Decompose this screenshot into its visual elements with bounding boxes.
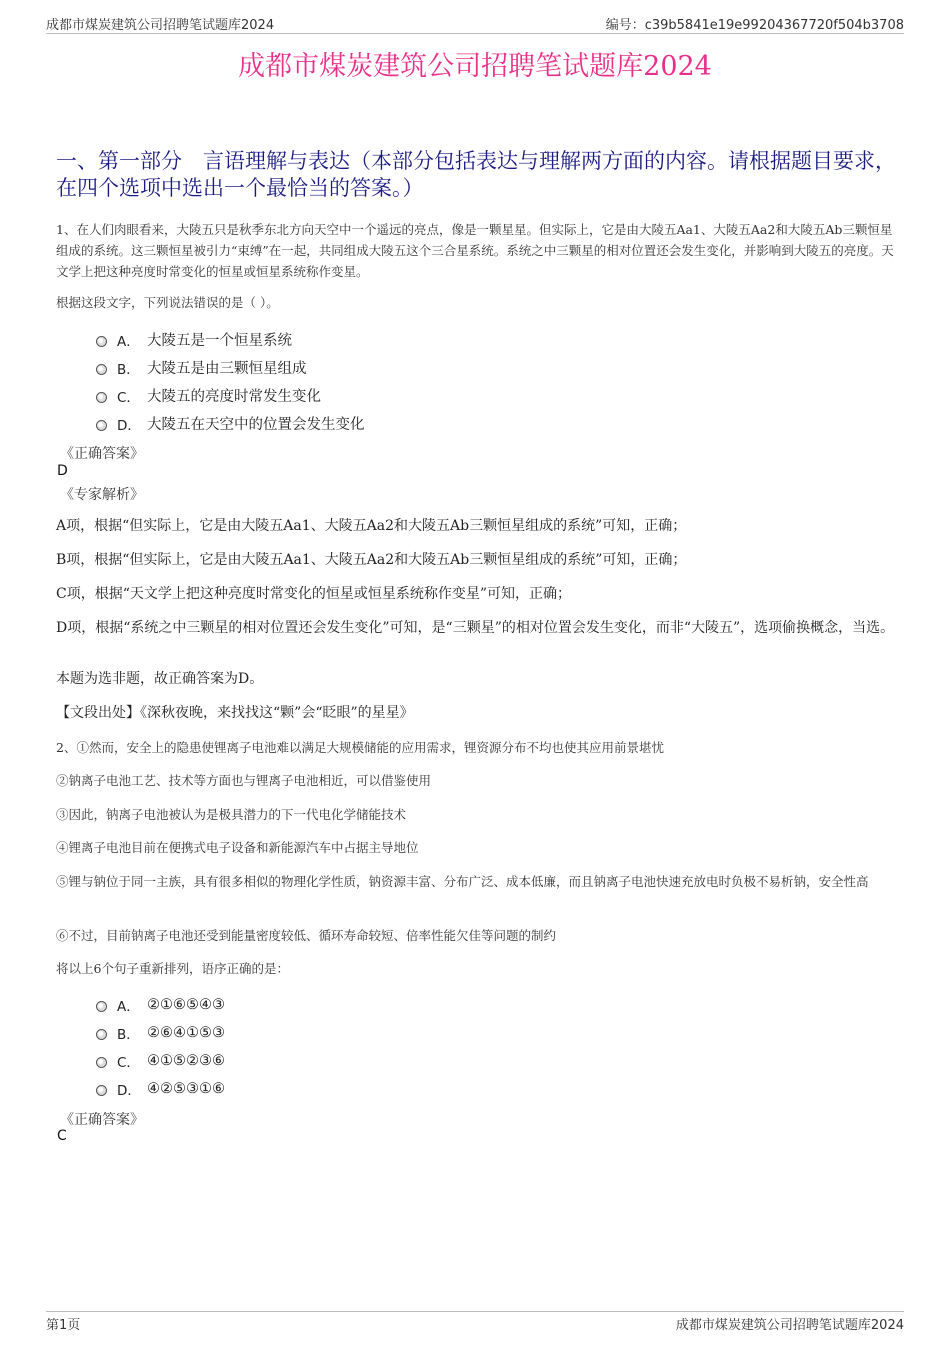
q1-analysis-b: B项，根据“但实际上，它是由大陵五Aa1、大陵五Aa2和大陵五Ab三颗恒星组成的系统”可知，正确； bbox=[56, 552, 687, 568]
radio-icon[interactable] bbox=[96, 392, 107, 403]
radio-icon[interactable] bbox=[96, 1085, 107, 1096]
q2-sentence-1: 2、①然而，安全上的隐患使锂离子电池难以满足大规模储能的应用需求，锂资源分布不均也使其应用前景堪忧 bbox=[56, 740, 664, 755]
radio-icon[interactable] bbox=[96, 420, 107, 431]
q2-sentence-6: ⑥不过，目前钠离子电池还受到能量密度较低、循环寿命较短、倍率性能欠佳等问题的制约 bbox=[56, 928, 557, 943]
option-letter: A． bbox=[117, 333, 140, 350]
option-letter: C． bbox=[117, 1055, 140, 1071]
option-text: ④①⑤②③⑥ bbox=[147, 1053, 225, 1069]
option-text: ②①⑥⑤④③ bbox=[147, 997, 225, 1013]
q1-option-a[interactable] bbox=[96, 329, 292, 350]
q1-option-d[interactable] bbox=[96, 413, 365, 434]
q1-answer-label: 《正确答案》 bbox=[60, 446, 144, 462]
option-text: 大陵五是由三颗恒星组成 bbox=[147, 361, 307, 377]
q1-source: 【文段出处】《深秋夜晚，来找找这“颗”会“眨眼”的星星》 bbox=[56, 705, 414, 721]
q2-option-b[interactable] bbox=[96, 1023, 225, 1043]
q1-analysis-d: D项，根据“系统之中三颗星的相对位置还会发生变化”可知，是“三颗星”的相对位置会发生变化，而非“大陵五”，选项偷换概念，当选。 bbox=[56, 620, 895, 636]
q1-stem: 根据这段文字，下列说法错误的是（ ）。 bbox=[56, 295, 279, 310]
page-title: 成都市煤炭建筑公司招聘笔试题库2024 bbox=[238, 51, 712, 82]
q1-analysis-a: A项，根据“但实际上，它是由大陵五Aa1、大陵五Aa2和大陵五Ab三颗恒星组成的系统”可知，正确； bbox=[56, 518, 687, 534]
option-text: 大陵五在天空中的位置会发生变化 bbox=[147, 417, 365, 433]
q2-stem: 将以上6个句子重新排列，语序正确的是： bbox=[56, 961, 289, 976]
option-letter: A． bbox=[117, 999, 140, 1015]
option-letter: C． bbox=[117, 389, 140, 406]
q1-analysis-label: 《专家解析》 bbox=[60, 487, 144, 503]
option-letter: D． bbox=[117, 417, 141, 434]
radio-icon[interactable] bbox=[96, 336, 107, 347]
section-heading: 一、第一部分 言语理解与表达（本部分包括表达与理解两方面的内容。请根据题目要求，在四个选项中选出一个最恰当的答案。） bbox=[56, 149, 896, 200]
option-letter: B． bbox=[117, 361, 140, 378]
footer-divider bbox=[46, 1311, 904, 1312]
q1-analysis-c: C项，根据“天文学上把这种亮度时常变化的恒星或恒星系统称作变星”可知，正确； bbox=[56, 586, 572, 602]
option-text: ②⑥④①⑤③ bbox=[147, 1025, 225, 1041]
q2-option-c[interactable] bbox=[96, 1051, 225, 1071]
q1-option-c[interactable] bbox=[96, 385, 321, 406]
header-divider bbox=[46, 33, 904, 34]
q1-answer: D bbox=[57, 463, 68, 479]
option-text: 大陵五的亮度时常发生变化 bbox=[147, 389, 321, 405]
q2-option-d[interactable] bbox=[96, 1079, 225, 1099]
q1-passage: 1、在人们肉眼看来，大陵五只是秋季东北方向天空中一个遥远的亮点，像是一颗星星。但实际上，它是由大陵五Aa1、大陵五Aa2和大陵五Ab三颗恒星组成的系统。这三颗恒星被引力“束缚”在一起，共同组成大陵五这个三合星系统。系统之中三颗星的相对位置还会发生变化，并影响到大陵五的亮度。天文学上把这种亮度时常变化的恒星或恒星系统称作变星。 bbox=[56, 222, 894, 279]
radio-icon[interactable] bbox=[96, 1057, 107, 1068]
radio-icon[interactable] bbox=[96, 1029, 107, 1040]
option-letter: B． bbox=[117, 1027, 140, 1043]
option-letter: D． bbox=[117, 1083, 141, 1099]
q2-sentence-4: ④锂离子电池目前在便携式电子设备和新能源汽车中占据主导地位 bbox=[56, 840, 419, 855]
footer-doc-title: 成都市煤炭建筑公司招聘笔试题库2024 bbox=[675, 1318, 904, 1333]
header-doc-title: 成都市煤炭建筑公司招聘笔试题库2024 bbox=[46, 18, 275, 33]
q2-sentence-2: ②钠离子电池工艺、技术等方面也与锂离子电池相近，可以借鉴使用 bbox=[56, 773, 432, 788]
q2-sentence-5: ⑤锂与钠位于同一主族，具有很多相似的物理化学性质，钠资源丰富、分布广泛、成本低廉，而且钠离子电池快速充放电时负极不易析钠，安全性高 bbox=[56, 874, 869, 889]
radio-icon[interactable] bbox=[96, 1001, 107, 1012]
q2-sentence-3: ③因此，钠离子电池被认为是极具潜力的下一代电化学储能技术 bbox=[56, 807, 407, 822]
q1-analysis-conclusion: 本题为选非题，故正确答案为D。 bbox=[56, 671, 264, 687]
q2-answer-label: 《正确答案》 bbox=[60, 1112, 144, 1128]
q1-option-b[interactable] bbox=[96, 357, 307, 378]
q2-answer: C bbox=[57, 1128, 67, 1144]
footer-page-number: 第1页 bbox=[46, 1318, 81, 1333]
option-text: 大陵五是一个恒星系统 bbox=[147, 333, 292, 349]
option-text: ④②⑤③①⑥ bbox=[147, 1081, 225, 1097]
radio-icon[interactable] bbox=[96, 364, 107, 375]
q2-option-a[interactable] bbox=[96, 995, 225, 1015]
header-doc-number: 编号：c39b5841e19e99204367720f504b3708 bbox=[605, 18, 904, 33]
